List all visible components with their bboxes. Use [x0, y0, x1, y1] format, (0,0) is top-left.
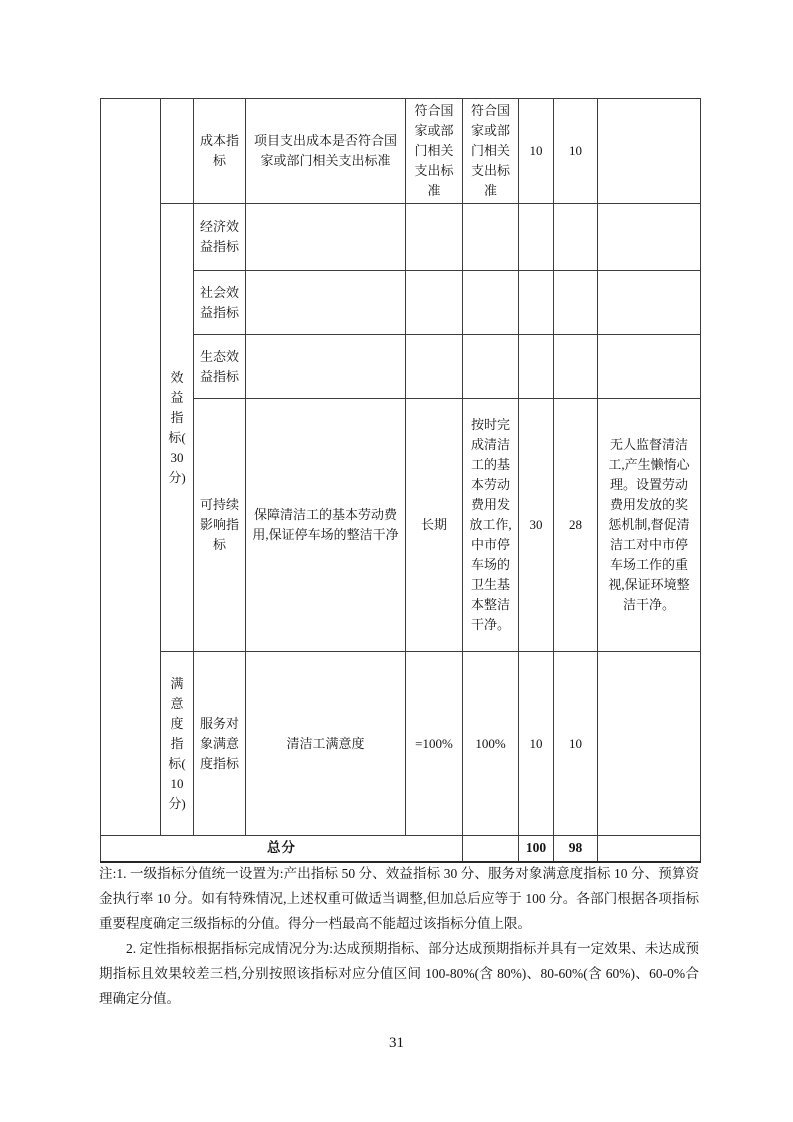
cost-indicator-remark — [598, 99, 701, 204]
service-satisfaction-score-full: 10 — [519, 652, 554, 836]
row-service-satisfaction — [101, 652, 701, 836]
ecological-benefit-name: 生态效益指标 — [194, 335, 246, 399]
total-score-label: 总分 — [101, 836, 463, 862]
service-satisfaction-content: 清洁工满意度 — [246, 652, 406, 836]
total-actual-cell — [463, 836, 519, 862]
page-number: 31 — [389, 1035, 404, 1051]
cost-indicator-content: 项目支出成本是否符合国家或部门相关支出标准 — [246, 99, 406, 204]
social-benefit-score-got — [554, 271, 598, 335]
level1-indicator-cell — [101, 99, 161, 836]
sustainable-impact-score-got: 28 — [554, 399, 598, 652]
cost-indicator-target: 符合国家或部门相关支出标准 — [406, 99, 463, 204]
row-total-score — [101, 836, 701, 862]
ecological-benefit-remark — [598, 335, 701, 399]
total-score-full: 100 — [519, 836, 554, 862]
economic-benefit-content — [246, 204, 406, 271]
ecological-benefit-target — [406, 335, 463, 399]
sustainable-impact-score-full: 30 — [519, 399, 554, 652]
sustainable-impact-target: 长期 — [406, 399, 463, 652]
ecological-benefit-score-got — [554, 335, 598, 399]
sustainable-impact-name: 可持续影响指标 — [194, 399, 246, 652]
total-score-got: 98 — [554, 836, 598, 862]
sustainable-impact-actual: 按时完成清洁工的基本劳动费用发放工作,中市停车场的卫生基本整洁干净。 — [463, 399, 519, 652]
social-benefit-remark — [598, 271, 701, 335]
economic-benefit-score-got — [554, 204, 598, 271]
sustainable-impact-remark: 无人监督清洁工,产生懒惰心理。设置劳动费用发放的奖惩机制,督促清洁工对中市停车场工作的重视,保证环境整洁干净。 — [598, 399, 701, 652]
service-satisfaction-name: 服务对象满意度指标 — [194, 652, 246, 836]
row-cost-indicator — [101, 99, 701, 204]
cost-indicator-actual: 符合国家或部门相关支出标准 — [463, 99, 519, 204]
footnote-2: 2. 定性指标根据指标完成情况分为:达成预期指标、部分达成预期指标并具有一定效果、未达成预期指标且效果较差三档,分别按照该指标对应分值区间 100-80%(含 80%)、80-60%(含 60%)、60-0%合理确定分值。 — [99, 941, 699, 1006]
ecological-benefit-score-full — [519, 335, 554, 399]
social-benefit-score-full — [519, 271, 554, 335]
total-remark-cell — [598, 836, 701, 862]
social-benefit-name: 社会效益指标 — [194, 271, 246, 335]
performance-indicator-table — [100, 98, 701, 863]
ecological-benefit-actual — [463, 335, 519, 399]
sustainable-impact-content: 保障清洁工的基本劳动费用,保证停车场的整洁干净 — [246, 399, 406, 652]
economic-benefit-remark — [598, 204, 701, 271]
satisfaction-group-label: 满意度指标(10分) — [161, 652, 194, 836]
ecological-benefit-content — [246, 335, 406, 399]
benefit-group-label: 效益指标(30分) — [161, 204, 194, 652]
footnote-1: 注:1. 一级指标分值统一设置为:产出指标 50 分、效益指标 30 分、服务对象满意度指标 10 分、预算资金执行率 10 分。如有特殊情况,上述权重可做适当调整,但加总后应等于 100 分。各部门根据各项指标重要程度确定三级指标的分值。得分一档最高不能超过该指标分值上限。 — [99, 866, 699, 931]
economic-benefit-target — [406, 204, 463, 271]
cost-indicator-score-full: 10 — [519, 99, 554, 204]
service-satisfaction-target: =100% — [406, 652, 463, 836]
economic-benefit-actual — [463, 204, 519, 271]
economic-benefit-score-full — [519, 204, 554, 271]
footnotes — [99, 861, 699, 1011]
cost-indicator-score-got: 10 — [554, 99, 598, 204]
service-satisfaction-score-got: 10 — [554, 652, 598, 836]
output-group-cell — [161, 99, 194, 204]
service-satisfaction-remark — [598, 652, 701, 836]
social-benefit-actual — [463, 271, 519, 335]
economic-benefit-name: 经济效益指标 — [194, 204, 246, 271]
service-satisfaction-actual: 100% — [463, 652, 519, 836]
cost-indicator-name: 成本指标 — [194, 99, 246, 204]
social-benefit-target — [406, 271, 463, 335]
row-economic-benefit — [101, 204, 701, 271]
social-benefit-content — [246, 271, 406, 335]
